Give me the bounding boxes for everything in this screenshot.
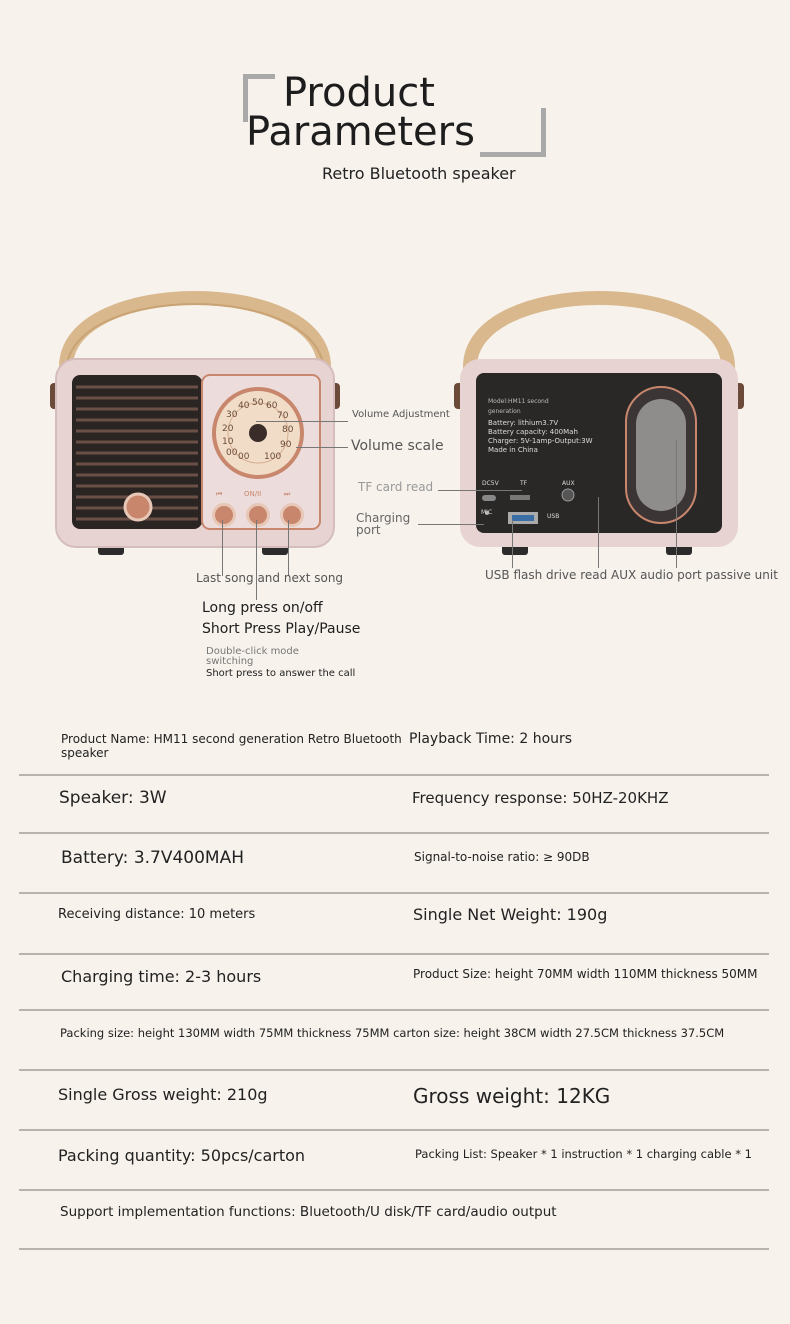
spec-charging-time: Charging time: 2-3 hours xyxy=(61,967,262,986)
label-volume-adjustment: Volume Adjustment xyxy=(352,409,450,420)
spec-single-gross-weight: Single Gross weight: 210g xyxy=(58,1085,268,1104)
spec-packing-size: Packing size: height 130MM width 75MM thickness 75MM carton size: height 38CM width 27.5CM thickness 37.5CM xyxy=(60,1026,725,1040)
label-back-bottom: USB flash drive read AUX audio port passive unit xyxy=(485,568,778,582)
panel-line: Battery: lithium3.7V xyxy=(488,419,559,427)
next-icon: ⏭ xyxy=(284,490,291,498)
page-subtitle: Retro Bluetooth speaker xyxy=(322,164,516,183)
spec-net-weight: Single Net Weight: 190g xyxy=(413,905,608,924)
previous-song-button[interactable] xyxy=(212,503,236,527)
dial-number: 60 xyxy=(266,401,278,411)
leader-line-next xyxy=(288,520,289,576)
spec-product-name-1: Product Name: HM11 second generation Retro Bluetooth xyxy=(61,732,402,746)
spec-playback-time: Playback Time: 2 hours xyxy=(409,731,573,747)
divider xyxy=(19,1069,769,1071)
divider xyxy=(19,892,769,894)
dial-number: 30 xyxy=(226,410,238,420)
dial-number: 100 xyxy=(264,452,282,462)
divider xyxy=(19,1189,769,1191)
leader-line-usb xyxy=(512,520,513,568)
divider xyxy=(19,832,769,834)
spec-support-functions: Support implementation functions: Bluetooth/U disk/TF card/audio output xyxy=(60,1204,557,1220)
page-title xyxy=(246,70,475,155)
port-label-dc5v: DC5V xyxy=(482,480,499,487)
dial-number: 00 xyxy=(238,452,250,462)
label-short-press: Short Press Play/Pause xyxy=(202,621,361,637)
panel-line: Charger: 5V-1amp-Output:3W xyxy=(488,437,593,445)
divider xyxy=(19,774,769,776)
title-bracket-right-vertical xyxy=(541,108,546,157)
next-song-button[interactable] xyxy=(280,503,304,527)
leader-line-charging xyxy=(418,524,484,525)
leader-line-aux xyxy=(598,497,599,568)
power-play-button[interactable] xyxy=(246,503,270,527)
power-label: ON/II xyxy=(244,490,262,498)
divider xyxy=(19,1129,769,1131)
dial-number: 70 xyxy=(277,411,289,421)
port-label-aux: AUX xyxy=(562,480,575,487)
label-long-press: Long press on/off xyxy=(202,600,323,616)
spec-receiving-distance: Receiving distance: 10 meters xyxy=(58,907,256,922)
prev-icon: ⏮ xyxy=(216,490,223,498)
leader-line-volume-adjustment xyxy=(256,421,348,422)
leader-line-volume-scale xyxy=(296,447,348,448)
panel-line: Made in China xyxy=(488,446,538,454)
port-label-mic: MIC xyxy=(481,509,493,516)
dial-number: 50 xyxy=(252,398,264,408)
label-last-next-song: Last song and next song xyxy=(196,571,344,585)
label-double-click-2: switching xyxy=(206,656,254,667)
front-speaker-illustration xyxy=(40,255,350,565)
dial-number: 20 xyxy=(222,424,234,434)
leader-line-prev xyxy=(222,520,223,576)
spec-speaker: Speaker: 3W xyxy=(59,788,167,808)
spec-product-size: Product Size: height 70MM width 110MM thickness 50MM xyxy=(413,967,758,981)
label-charging-2: port xyxy=(356,523,381,537)
panel-line: generation xyxy=(488,408,521,415)
spec-packing-quantity: Packing quantity: 50pcs/carton xyxy=(58,1146,306,1165)
panel-line: Battery capacity: 400Mah xyxy=(488,428,578,436)
port-label-usb: USB xyxy=(547,513,560,520)
title-line-2: Parameters xyxy=(246,109,475,155)
panel-line: Model:HM11 second xyxy=(488,398,549,405)
leader-line-play xyxy=(256,520,257,600)
leader-line-passive xyxy=(676,440,677,568)
label-tf-card-read: TF card read xyxy=(358,480,434,494)
label-volume-scale: Volume scale xyxy=(351,438,444,454)
divider xyxy=(19,1248,769,1250)
dial-number: 40 xyxy=(238,401,250,411)
spec-packing-list: Packing List: Speaker * 1 instruction * 1 charging cable * 1 xyxy=(415,1147,752,1161)
leader-line-tf xyxy=(438,490,522,491)
dial-number: 80 xyxy=(282,425,294,435)
dial-number: 00 xyxy=(226,448,238,458)
label-charging-1: Charging xyxy=(356,511,411,525)
label-double-click-1: Double-click mode xyxy=(206,646,299,657)
port-label-tf: TF xyxy=(520,480,528,487)
divider xyxy=(19,1009,769,1011)
label-short-press-call: Short press to answer the call xyxy=(206,668,356,679)
dial-number: 10 xyxy=(222,437,234,447)
title-bracket-right-horizontal xyxy=(480,152,546,157)
spec-product-name-2: speaker xyxy=(61,746,109,760)
spec-frequency: Frequency response: 50HZ-20KHZ xyxy=(412,789,669,807)
spec-gross-weight: Gross weight: 12KG xyxy=(413,1084,611,1108)
spec-battery: Battery: 3.7V400MAH xyxy=(61,848,245,868)
divider xyxy=(19,953,769,955)
dial-number: 90 xyxy=(280,440,292,450)
title-line-1: Product xyxy=(283,70,435,116)
spec-snr: Signal-to-noise ratio: ≥ 90DB xyxy=(414,850,590,864)
